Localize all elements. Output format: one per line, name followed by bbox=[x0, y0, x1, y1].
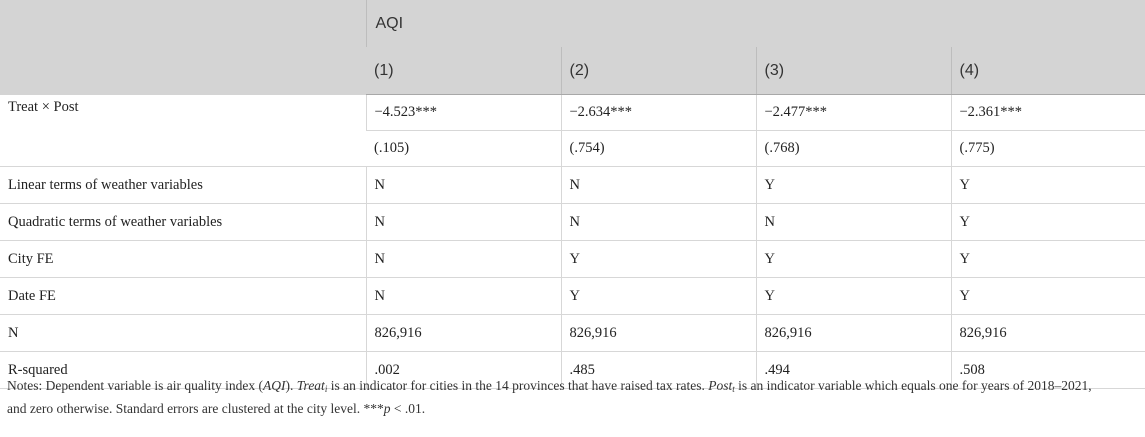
table-cell: Y bbox=[951, 278, 1145, 315]
notes-post-word: Post bbox=[708, 378, 733, 393]
table-cell: .494 bbox=[756, 352, 951, 389]
table-cell: .002 bbox=[366, 352, 561, 389]
coefficient-cell: −2.361*** bbox=[951, 95, 1145, 131]
row-label: R-squared bbox=[0, 352, 366, 389]
standard-error-cell: (.768) bbox=[756, 131, 951, 167]
table-row-date-fe bbox=[0, 278, 1145, 315]
table-cell: Y bbox=[951, 167, 1145, 204]
table-cell: Y bbox=[951, 204, 1145, 241]
notes-text: < .01. bbox=[390, 401, 426, 416]
table-cell: N bbox=[366, 204, 561, 241]
notes-treat-subscript: i bbox=[324, 384, 328, 394]
table-cell: 826,916 bbox=[366, 315, 561, 352]
header-row-dependent-variable bbox=[0, 0, 1145, 47]
treat-post-label-cell bbox=[0, 95, 366, 167]
header-stub-cell bbox=[0, 0, 366, 95]
coefficient-cell: −2.634*** bbox=[561, 95, 756, 131]
notes-text: Notes: Dependent variable is air quality index ( bbox=[7, 378, 264, 393]
table-cell: Y bbox=[756, 167, 951, 204]
table-cell: N bbox=[561, 204, 756, 241]
notes-post-italic bbox=[708, 378, 735, 393]
table-cell: N bbox=[561, 167, 756, 204]
table-cell: .508 bbox=[951, 352, 1145, 389]
row-label: Linear terms of weather variables bbox=[0, 167, 366, 204]
table-cell: Y bbox=[561, 241, 756, 278]
table-cell: 826,916 bbox=[756, 315, 951, 352]
coefficient-cell: −2.477*** bbox=[756, 95, 951, 131]
row-label: City FE bbox=[0, 241, 366, 278]
notes-text: and zero otherwise. Standard errors are clustered at the city level. *** bbox=[7, 401, 384, 416]
row-label: Date FE bbox=[0, 278, 366, 315]
column-header-2: (2) bbox=[561, 47, 756, 95]
notes-p-italic: p bbox=[383, 401, 391, 416]
standard-error-cell: (.105) bbox=[366, 131, 561, 167]
notes-text: ). bbox=[285, 378, 297, 393]
notes-treat-word: Treat bbox=[296, 378, 325, 393]
standard-error-cell: (.775) bbox=[951, 131, 1145, 167]
table-row-linear-weather bbox=[0, 167, 1145, 204]
table-cell: 826,916 bbox=[951, 315, 1145, 352]
treat-post-label: Treat × Post bbox=[8, 98, 79, 115]
row-label: Quadratic terms of weather variables bbox=[0, 204, 366, 241]
column-header-4: (4) bbox=[951, 47, 1145, 95]
table-cell: Y bbox=[951, 241, 1145, 278]
table-cell: 826,916 bbox=[561, 315, 756, 352]
notes-text: is an indicator variable which equals one for years of 2018–2021, bbox=[734, 378, 1092, 393]
notes-text: is an indicator for cities in the 14 provinces that have raised tax rates. bbox=[327, 378, 709, 393]
table-cell: N bbox=[756, 204, 951, 241]
table-cell: Y bbox=[756, 241, 951, 278]
treat-post-coefficient-row bbox=[0, 95, 1145, 131]
row-label: N bbox=[0, 315, 366, 352]
table-row-observations bbox=[0, 315, 1145, 352]
coefficient-cell: −4.523*** bbox=[366, 95, 561, 131]
table-cell: Y bbox=[756, 278, 951, 315]
table-cell: N bbox=[366, 278, 561, 315]
table-row-quadratic-weather bbox=[0, 204, 1145, 241]
dependent-variable-header: AQI bbox=[366, 0, 1145, 47]
table-cell: .485 bbox=[561, 352, 756, 389]
table-cell: N bbox=[366, 167, 561, 204]
notes-aqi-italic: AQI bbox=[263, 378, 286, 393]
table-row-city-fe bbox=[0, 241, 1145, 278]
standard-error-cell: (.754) bbox=[561, 131, 756, 167]
notes-post-subscript: t bbox=[732, 384, 735, 394]
column-header-1: (1) bbox=[366, 47, 561, 95]
notes-treat-italic bbox=[297, 378, 328, 393]
table-cell: Y bbox=[561, 278, 756, 315]
column-header-3: (3) bbox=[756, 47, 951, 95]
table-cell: N bbox=[366, 241, 561, 278]
table-notes bbox=[7, 376, 1139, 418]
